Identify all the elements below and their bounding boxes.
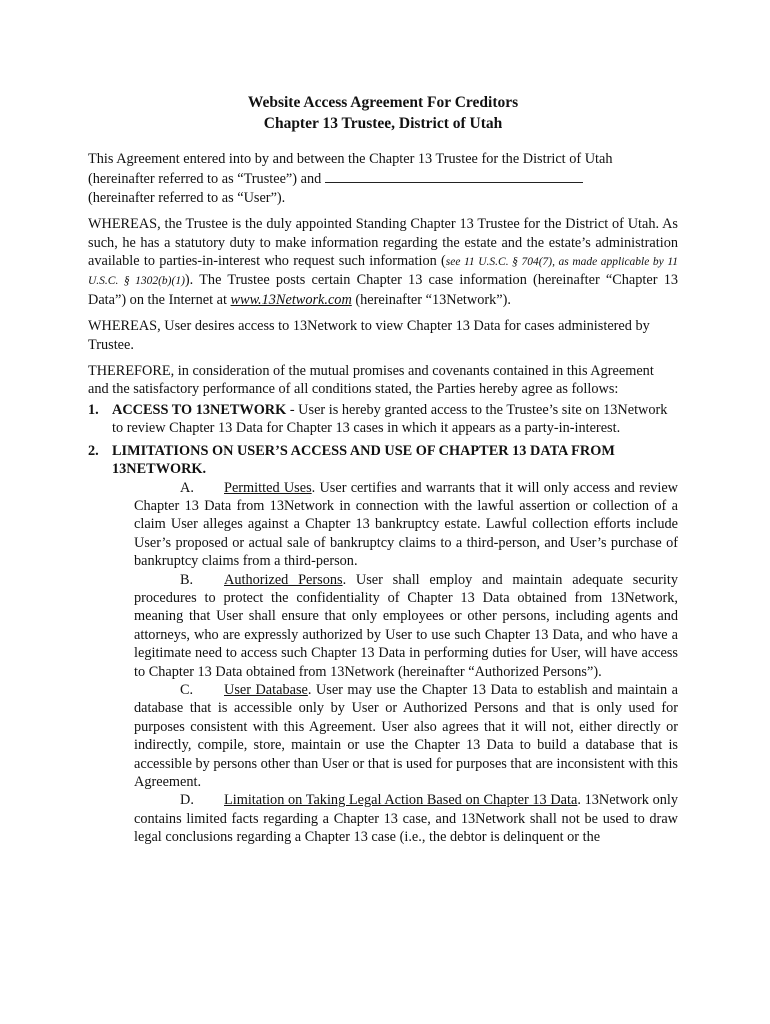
document-page bbox=[88, 92, 678, 847]
subsection-b bbox=[134, 571, 678, 681]
title-line-2: Chapter 13 Trustee, District of Utah bbox=[263, 115, 503, 132]
whereas-1-text-3: (hereinafter “13Network”). bbox=[355, 291, 511, 308]
subsection-b-letter: B. bbox=[180, 571, 194, 588]
document-title bbox=[88, 92, 678, 134]
section-1 bbox=[88, 401, 678, 438]
section-1-heading: ACCESS TO 13NETWORK bbox=[112, 401, 287, 418]
user-name-blank[interactable] bbox=[325, 168, 583, 183]
subsection-a-letter: A. bbox=[180, 479, 194, 496]
subsection-d-letter: D. bbox=[180, 792, 194, 809]
subsection-b-text: . User shall employ and maintain adequate security procedures to protect the confidentiality of Chapter 13 Data obtained from 13Network, meaning that User shall ensure that only employees or other persons, including agents and attorneys, who are expressly authorized by User to use such Chapter 13 Data, and who have a legitimate need to access such Chapter 13 Data in performing duties for User, will have access to Chapter 13 Data obtained from 13Network (hereinafter “Authorized Persons”). bbox=[134, 571, 679, 680]
statute-citation: see 11 U.S.C. § 704(7), as made applicable by 11 U.S.C. § 1302(b)(1) bbox=[88, 256, 678, 288]
subsection-d bbox=[134, 791, 678, 846]
subsection-a-title: Permitted Uses bbox=[224, 479, 312, 496]
intro-text-2: (hereinafter referred to as “User”). bbox=[88, 189, 286, 206]
whereas-paragraph-2: WHEREAS, User desires access to 13Network to view Chapter 13 Data for cases administered by Trustee. bbox=[88, 318, 650, 353]
section-2-heading: LIMITATIONS ON USER’S ACCESS AND USE OF CHAPTER 13 DATA FROM 13NETWORK. bbox=[112, 442, 615, 478]
section-1-body bbox=[112, 401, 678, 438]
subsection-c bbox=[134, 681, 678, 791]
subsection-a-text: . User certifies and warrants that it will only access and review Chapter 13 Data from 13Network in connection with the lawful assertion or collection of a claim User alleges against a Chapter 13 bankruptcy estate. Lawful collection efforts include User’s proposed or actual sale of bankruptcy claims to a third-person, and User’s purchase of bankruptcy claims from a third-person. bbox=[134, 479, 678, 570]
subsection-c-text: . User may use the Chapter 13 Data to establish and maintain a database that is accessible only by User or Authorized Persons and that is only used for purposes consistent with this Agreement. User also agrees that it will not, either directly or indirectly, compile, store, maintain or use the Chapter 13 Data to build a database that is accessible by persons other than User or that is used for purposes that are inconsistent with this Agreement. bbox=[134, 681, 678, 790]
whereas-paragraph-1 bbox=[88, 215, 678, 309]
section-2 bbox=[88, 442, 678, 479]
subsection-d-title: Limitation on Taking Legal Action Based on Chapter 13 Data bbox=[224, 792, 578, 809]
intro-text: This Agreement entered into by and between the Chapter 13 Trustee for the District of Utah (hereinafter referred to as “Trustee”) and bbox=[88, 151, 613, 188]
title-line-1: Website Access Agreement For Creditors bbox=[247, 94, 519, 111]
subsection-b-title: Authorized Persons bbox=[224, 571, 343, 588]
subsection-d-text: . 13Network only contains limited facts regarding a Chapter 13 case, and 13Network shall not be used to draw legal conclusions regarding a Chapter 13 case (i.e., the debtor is delinquent or the bbox=[134, 792, 678, 846]
whereas-1-text-2: ). The Trustee posts certain Chapter 13 case information (hereinafter “Chapter 13 Data”) on the Internet at bbox=[88, 272, 678, 308]
section-1-number: 1. bbox=[88, 401, 99, 418]
section-2-number: 2. bbox=[88, 442, 99, 459]
subsection-c-letter: C. bbox=[180, 681, 194, 698]
network-link[interactable]: www.13Network.com bbox=[230, 291, 352, 308]
subsection-list bbox=[134, 479, 678, 847]
section-1-text: - User is hereby granted access to the Trustee’s site on 13Network to review Chapter 13 Data for Chapter 13 cases in which it appears as a party-in-interest. bbox=[112, 401, 668, 437]
whereas-1-text: WHEREAS, the Trustee is the duly appointed Standing Chapter 13 Trustee for the District of Utah. As such, he has a statutory duty to make information regarding the estate and the estate’s administration available to parties-in-interest who request such information ( bbox=[88, 216, 678, 270]
therefore-paragraph: THEREFORE, in consideration of the mutual promises and covenants contained in this Agreement and the satisfactory performance of all conditions stated, the Parties hereby agree as follows: bbox=[88, 363, 654, 398]
subsection-c-title: User Database bbox=[224, 681, 308, 698]
intro-paragraph bbox=[88, 150, 678, 207]
subsection-a bbox=[134, 479, 678, 571]
